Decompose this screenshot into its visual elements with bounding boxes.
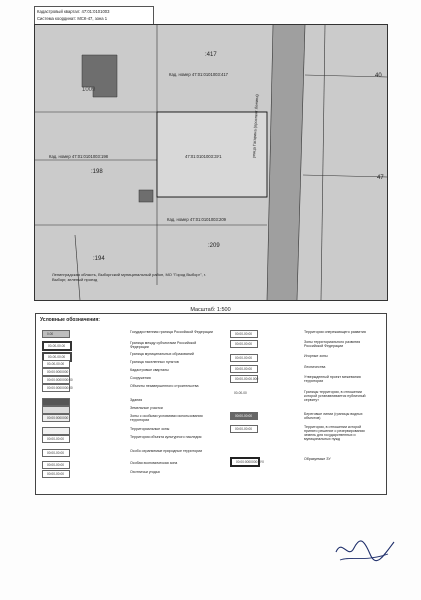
legend-code: 00-00-00 (234, 391, 247, 395)
parcel-label-1009: 1009 (82, 87, 96, 93)
legend-code: 00:00:0000000:00 (47, 378, 73, 382)
legend-symbol (42, 427, 70, 435)
legend-desc: Граница муниципальных образований (130, 352, 194, 356)
legend-desc: Кадастровые кварталы (130, 368, 169, 372)
building-shape (139, 190, 153, 202)
parcel-label-209: :209 (208, 243, 220, 249)
legend-symbol (42, 414, 70, 422)
legend-code: 00:00-00:00 (235, 414, 253, 418)
legend-symbol (230, 354, 258, 362)
legend-symbol (230, 365, 258, 373)
legend-desc: Здания (130, 398, 143, 402)
legend-symbol (42, 449, 70, 457)
parcel-label-47: 47 (377, 175, 384, 181)
legend-row (230, 412, 380, 420)
legend-symbol (230, 375, 258, 383)
legend-symbol (230, 340, 258, 348)
legend-code: 00-00-00.00 (47, 362, 65, 366)
legend-row (42, 414, 222, 422)
legend-symbol (42, 376, 73, 384)
legend-desc: Территориальные зоны (130, 427, 170, 431)
legend-row (42, 461, 222, 469)
legend-desc: Граница между субъектами Российской Федерации (130, 341, 197, 350)
legend-desc: Государственная граница Российской Федерации (130, 330, 213, 334)
legend-row (230, 425, 380, 442)
legend-row (42, 449, 222, 457)
legend-row (42, 376, 222, 384)
legend-code: 00:00:0000000 (47, 370, 69, 374)
legend-symbol (42, 330, 70, 338)
legend-symbol (42, 341, 72, 351)
legend-code: 00-00-00.00 (48, 344, 66, 348)
legend-code: 00:00-00:00 (235, 367, 253, 371)
legend-symbol (230, 412, 258, 420)
legend-title: Условные обозначения: (40, 317, 100, 323)
signature-mark (330, 530, 400, 570)
legend-row (230, 390, 380, 403)
legend-desc: Береговые линии (границы водных объектов) (304, 412, 363, 421)
legend-desc: Объекты незавершенного строительства (130, 384, 199, 388)
legend-code: 0.00 (47, 332, 54, 336)
cad-label-left: Кад. номер 47:01:0101003:198 (49, 154, 108, 159)
legend-desc: Образуемые ЗУ (304, 457, 331, 461)
legend-symbol (42, 368, 70, 376)
legend-code: 00:00-00:00 (47, 463, 65, 467)
legend-desc: Зоны с особыми условиями использования территории (130, 414, 203, 423)
address-label: Ленинградская область, Выборгский муниципальный район, МО "Город Выборг", г. Выборг, зеленый проезд (52, 272, 206, 282)
legend-code: 00:00:0000000 (47, 416, 69, 420)
legend-symbol (42, 406, 70, 414)
legend-symbol (42, 360, 70, 368)
cad-label-top: Кад. номер 47:01:0101003:417 (169, 72, 228, 77)
map-svg (35, 25, 387, 300)
legend-symbol (230, 390, 256, 396)
legend-desc: Утвержденный проект межевания территории (304, 375, 361, 384)
street-label: улица Гагарина (проспект Ленина) (251, 94, 260, 159)
legend-code: 00:00-00:00 (47, 472, 65, 476)
legend-row (42, 398, 222, 406)
legend-row (42, 360, 222, 368)
legend-desc: Игорные зоны (304, 354, 328, 358)
legend-code: 00:00-00:00 (235, 342, 253, 346)
legend-desc: Сооружения (130, 376, 151, 380)
scale-label: Масштаб: 1:500 (190, 307, 231, 313)
parcel-label-198: :198 (91, 169, 103, 175)
legend-symbol (230, 457, 264, 467)
legend-symbol (230, 425, 258, 433)
legend-row (230, 354, 380, 362)
legend-code: 00:00-00:00 (235, 332, 253, 336)
legend-desc: Особая экономическая зона (130, 461, 178, 465)
legend-desc: Границы территории, в отношении которой устанавливается публичный сервитут (304, 390, 366, 403)
legend-row (230, 375, 380, 383)
legend-row (230, 340, 380, 348)
legend-row (42, 330, 222, 338)
legend-symbol (42, 384, 73, 392)
legend-row (42, 341, 222, 349)
legend-desc: Лесничества (304, 365, 326, 369)
legend-desc: Зоны территориального развития Российской Федерации (304, 340, 361, 349)
legend-symbol (42, 461, 70, 469)
legend-desc: Охотничьи угодья (130, 470, 160, 474)
legend-code: 00:00-00:00.000 (235, 377, 259, 381)
legend-row (230, 330, 380, 338)
parcel-label-194: :194 (93, 256, 105, 262)
legend-code: 00:00-00:00 (47, 437, 65, 441)
legend-row (42, 406, 222, 414)
legend-desc: Граница населенных пунктов (130, 360, 179, 364)
legend-desc: Земельные участки (130, 406, 163, 410)
cad-label-zu1: 47:01:0101003:ЗУ1 (185, 154, 222, 159)
legend-desc: Территории опережающего развития (304, 330, 366, 334)
legend-code: 00:00-00:00 (235, 427, 253, 431)
cadastral-map (34, 24, 388, 301)
parcel-label-417: :417 (205, 52, 217, 58)
legend-row (42, 384, 222, 392)
legend-row (230, 365, 380, 373)
legend-desc: Территории, в отношении которой принято решение о резервировании земель для государственных и муниципальных нужд (304, 425, 365, 442)
header-line-2: Система координат: МСК-47, зона 1 (37, 16, 108, 21)
legend-code: 00:00:0000000:ЗУ0 (236, 460, 264, 464)
legend-row (42, 352, 222, 360)
legend-code: 00-00-00.00 (48, 355, 66, 359)
header-box (34, 6, 154, 25)
legend-symbol (42, 435, 70, 443)
header-line-1: Кадастровый квартал: 47:01:0101003 (37, 9, 110, 14)
legend-code: 00:00:0000000:00 (47, 386, 73, 390)
legend-row (42, 368, 222, 376)
legend-symbol (42, 470, 70, 478)
legend-symbol (230, 330, 258, 338)
legend-row (42, 427, 222, 435)
legend-code: 00:00-00:00 (47, 451, 65, 455)
cad-label-bottom: Кад. номер 47:01:0101003:209 (167, 217, 226, 222)
legend-desc: Территория объекта культурного наследия (130, 435, 202, 439)
legend-row (42, 470, 222, 478)
legend-row (42, 435, 222, 443)
legend-desc: Особо охраняемые природные территории (130, 449, 203, 453)
legend-code: 00:00-00:00 (235, 356, 253, 360)
parcel-label-40: 40 (375, 73, 382, 79)
legend (35, 313, 387, 495)
legend-row (230, 457, 380, 465)
legend-symbol (42, 398, 70, 406)
